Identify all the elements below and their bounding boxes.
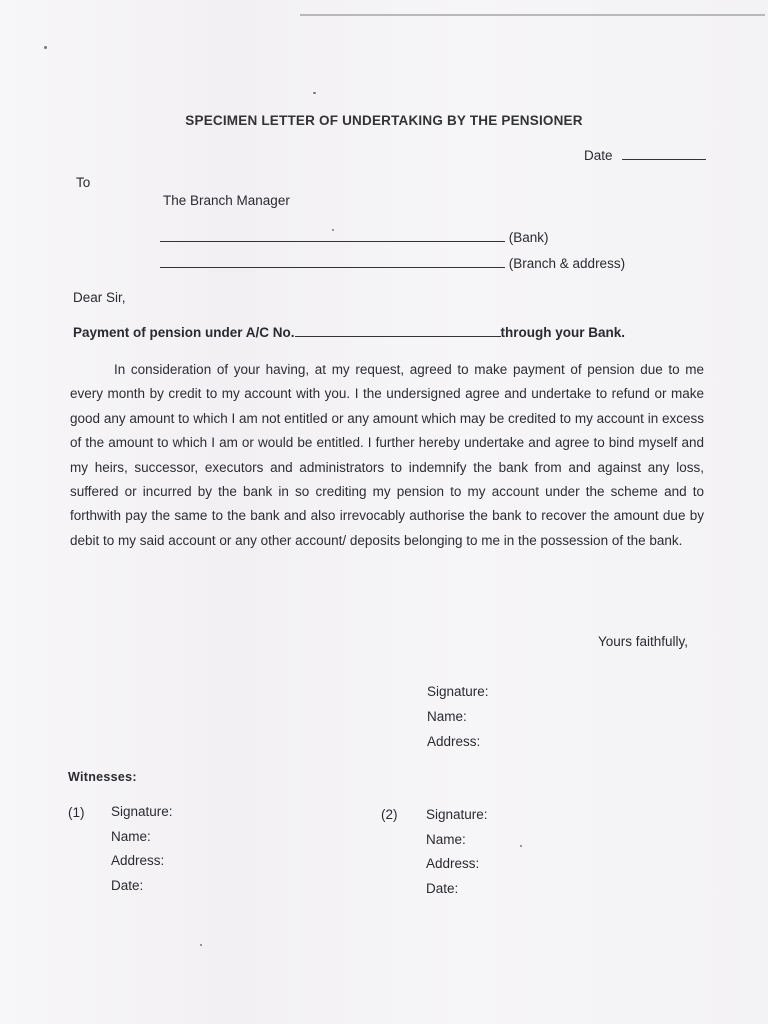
date-blank [622, 159, 706, 160]
witness-1-block [111, 800, 173, 898]
document-title: SPECIMEN LETTER OF UNDERTAKING BY THE PENSIONER [185, 113, 583, 128]
salutation: Dear Sir, [73, 290, 126, 305]
witness-1-number: (1) [68, 805, 85, 820]
witness-1-date-label: Date: [111, 877, 144, 893]
scan-speck [332, 229, 334, 231]
undertaking-body [70, 358, 704, 553]
pensioner-name-label: Name: [427, 709, 467, 724]
subject-prefix: Payment of pension under A/C No. [73, 325, 295, 340]
scan-speck [520, 845, 522, 847]
subject-suffix: through your Bank. [500, 325, 626, 340]
witness-1-address-label: Address: [111, 853, 165, 868]
witness-2-address-label: Address: [426, 856, 480, 871]
undertaking-paragraph: In consideration of your having, at my request, agreed to make payment of pension due to me every month by credit to my account with you. I the undersigned agree and undertake to refund or make good any amount to which I am not entitled or any amount which may be credited to my account in excess of the amount to which I am or would be entitled. I further hereby undertake and agree to bind myself and my heirs, successor, executors and administrators to indemnify the bank from and against any loss, suffered or incurred by the bank in so crediting my pension to my account under the scheme and to forthwith pay the same to the bank and also irrevocably authorise the bank to recover the amount due by debit to my said account or any other account/ deposits belonging to me in the possession of the bank. [70, 362, 704, 548]
witness-2-name-label: Name: [426, 831, 466, 847]
bank-blank [160, 241, 505, 242]
witness-1-name-label: Name: [111, 828, 151, 844]
branch-blank [160, 267, 505, 268]
subject-line [73, 325, 625, 340]
scan-speck [44, 46, 47, 49]
scan-speck [200, 944, 202, 946]
bank-line [160, 230, 549, 245]
top-edge-rule [300, 14, 765, 16]
pensioner-signature-label: Signature: [427, 684, 489, 699]
witness-2-number: (2) [381, 807, 398, 822]
bank-label: (Bank) [508, 230, 549, 245]
pensioner-signature-block [427, 679, 489, 754]
scan-speck [313, 92, 316, 94]
witnesses-heading: Witnesses: [68, 770, 137, 784]
account-number-blank [295, 336, 501, 337]
date-line [584, 148, 706, 163]
witness-2-signature-label: Signature: [426, 807, 488, 822]
branch-label: (Branch & address) [508, 256, 626, 271]
pensioner-address-label: Address: [427, 734, 481, 749]
recipient-title: The Branch Manager [163, 193, 290, 208]
witness-1-signature-label: Signature: [111, 804, 173, 819]
branch-line [160, 256, 625, 271]
to-label: To [76, 175, 91, 190]
witness-2-date-label: Date: [426, 880, 459, 896]
date-label: Date [584, 148, 613, 163]
witness-2-block [426, 803, 488, 901]
closing: Yours faithfully, [598, 634, 689, 649]
